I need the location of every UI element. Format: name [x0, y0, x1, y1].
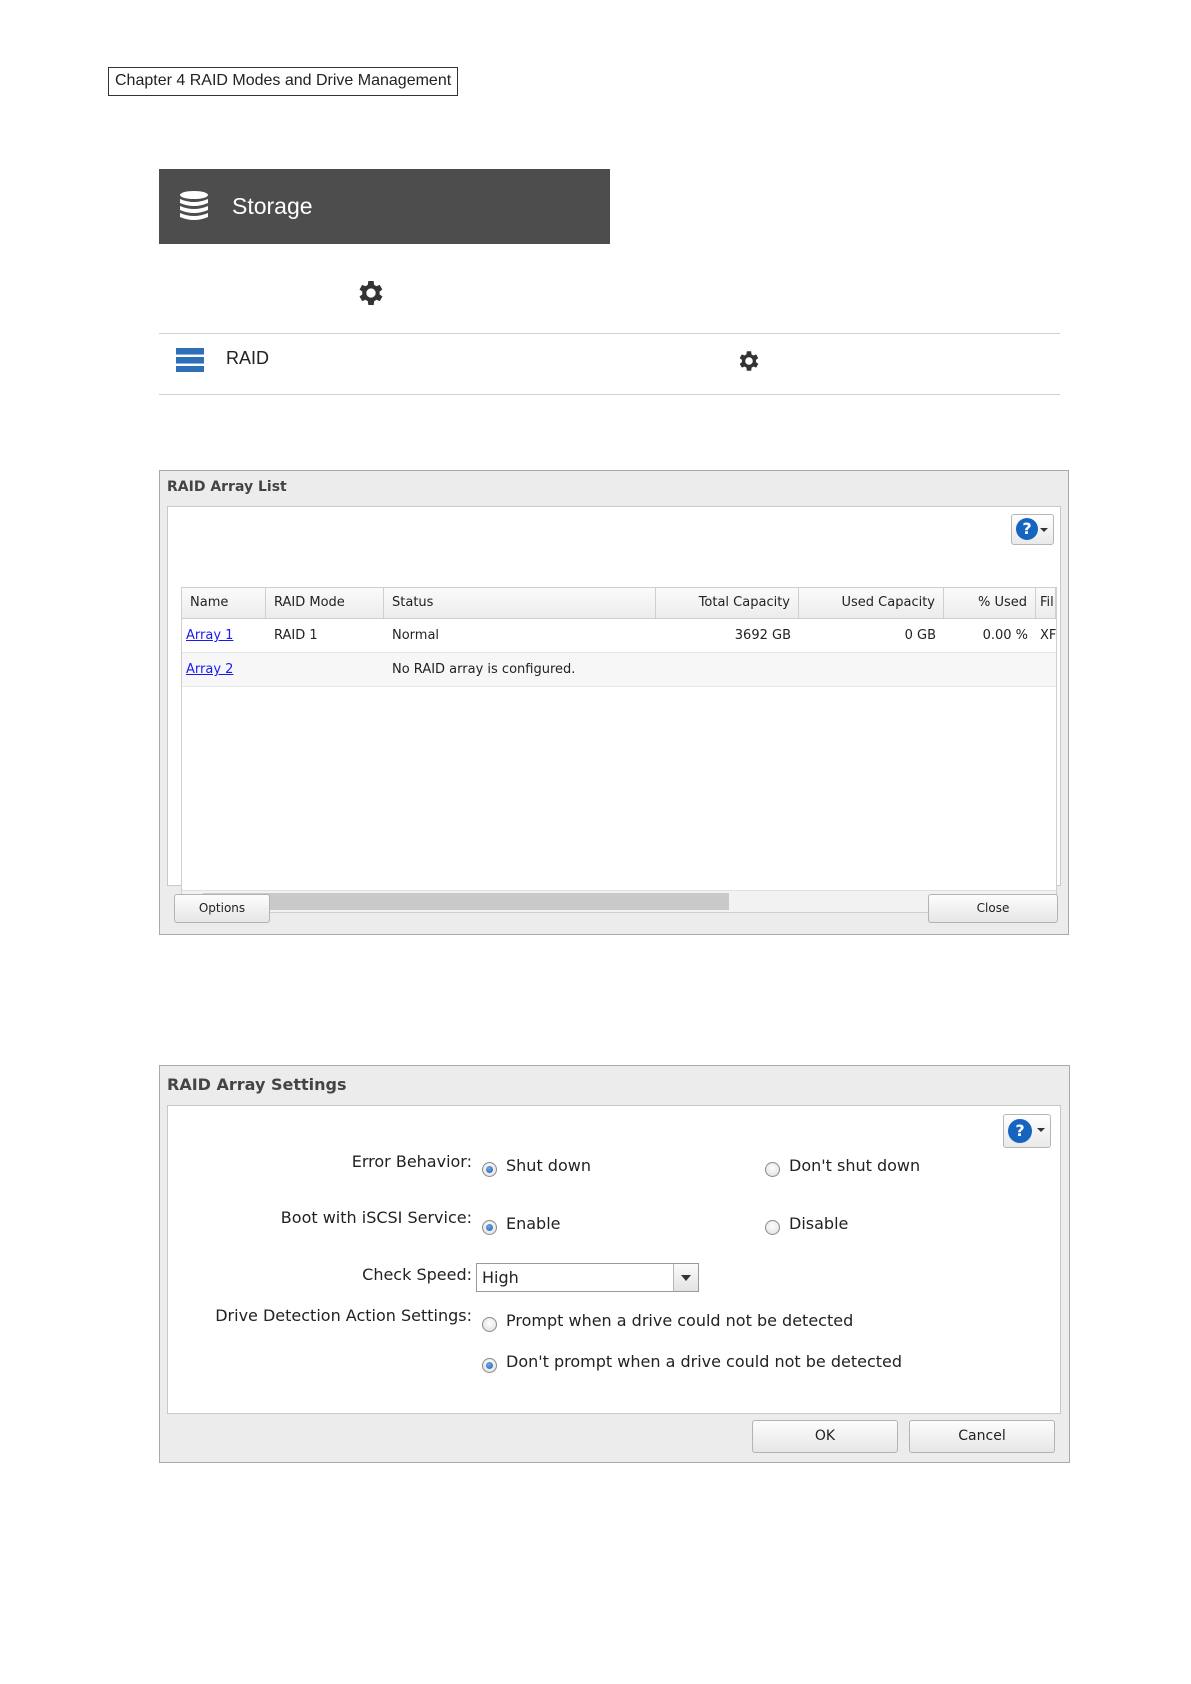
prompt-label[interactable]: Prompt when a drive could not be detected: [506, 1311, 854, 1330]
table-row[interactable]: [182, 619, 1056, 653]
table-row[interactable]: [182, 653, 1056, 687]
chevron-down-icon: [1037, 1128, 1045, 1132]
storage-label: Storage: [232, 193, 313, 219]
disable-label[interactable]: Disable: [789, 1214, 849, 1233]
raid-mode-cell: [266, 653, 384, 686]
help-icon: ?: [1016, 518, 1038, 540]
dont-prompt-label[interactable]: Don't prompt when a drive could not be detected: [506, 1352, 903, 1371]
cancel-button[interactable]: Cancel: [909, 1420, 1055, 1453]
divider: [159, 333, 1060, 334]
raid-array-settings-window: [159, 1065, 1070, 1463]
column-header-raid-mode[interactable]: RAID Mode: [266, 588, 384, 618]
dont-shut-down-radio[interactable]: [765, 1162, 780, 1177]
total-capacity-cell: 3692 GB: [734, 628, 791, 643]
dont-prompt-radio[interactable]: [482, 1358, 497, 1373]
raid-mode-cell: RAID 1: [274, 628, 318, 643]
gear-icon[interactable]: [355, 277, 387, 313]
close-button[interactable]: Close: [928, 894, 1058, 923]
used-capacity-cell: 0 GB: [904, 628, 936, 643]
dont-shut-down-label[interactable]: Don't shut down: [789, 1156, 921, 1175]
options-button[interactable]: Options: [174, 894, 270, 923]
help-icon: ?: [1008, 1119, 1032, 1143]
check-speed-label: Check Speed:: [362, 1265, 472, 1284]
raid-list-icon: [176, 348, 204, 376]
ok-button[interactable]: OK: [752, 1420, 898, 1453]
column-header-percent-used[interactable]: % Used: [944, 588, 1036, 618]
shut-down-label[interactable]: Shut down: [506, 1156, 591, 1175]
check-speed-value: High: [482, 1268, 519, 1287]
shut-down-radio[interactable]: [482, 1162, 497, 1177]
filesystem-cell: XF: [1040, 628, 1056, 643]
prompt-radio[interactable]: [482, 1317, 497, 1332]
column-header-total-capacity[interactable]: Total Capacity: [656, 588, 799, 618]
raid-settings-gear-icon[interactable]: [736, 348, 762, 378]
array-link[interactable]: Array 1: [186, 628, 234, 643]
chevron-down-icon[interactable]: [673, 1264, 698, 1291]
column-header-status[interactable]: Status: [384, 588, 656, 618]
drive-detection-label: Drive Detection Action Settings:: [215, 1306, 472, 1325]
raid-array-table: [181, 587, 1057, 913]
window-title: RAID Array List: [167, 479, 287, 495]
horizontal-scrollbar[interactable]: [182, 890, 1056, 912]
list-panel: [167, 506, 1061, 886]
status-cell: No RAID array is configured.: [392, 662, 576, 677]
status-cell: Normal: [392, 628, 440, 643]
enable-radio[interactable]: [482, 1220, 497, 1235]
help-button[interactable]: [1003, 1114, 1051, 1148]
scrollbar-thumb[interactable]: [203, 893, 729, 910]
column-header-name[interactable]: Name: [182, 588, 266, 618]
raid-label[interactable]: RAID: [226, 348, 270, 368]
raid-array-list-window: [159, 470, 1069, 935]
column-header-used-capacity[interactable]: Used Capacity: [799, 588, 944, 618]
database-icon: [178, 190, 210, 226]
percent-used-cell: 0.00 %: [982, 628, 1028, 643]
error-behavior-label: Error Behavior:: [351, 1152, 472, 1171]
divider: [159, 394, 1060, 395]
boot-iscsi-label: Boot with iSCSI Service:: [280, 1208, 472, 1227]
check-speed-select[interactable]: [476, 1263, 699, 1292]
table-header: [182, 588, 1056, 619]
column-header-filesystem[interactable]: Fil: [1036, 588, 1056, 618]
enable-label[interactable]: Enable: [506, 1214, 561, 1233]
chevron-down-icon: [1040, 528, 1048, 532]
array-link[interactable]: Array 2: [186, 662, 234, 677]
help-button[interactable]: [1011, 514, 1054, 545]
window-title: RAID Array Settings: [167, 1075, 347, 1094]
chapter-header: Chapter 4 RAID Modes and Drive Management: [108, 67, 458, 96]
disable-radio[interactable]: [765, 1220, 780, 1235]
storage-menu-bar[interactable]: [159, 169, 610, 244]
